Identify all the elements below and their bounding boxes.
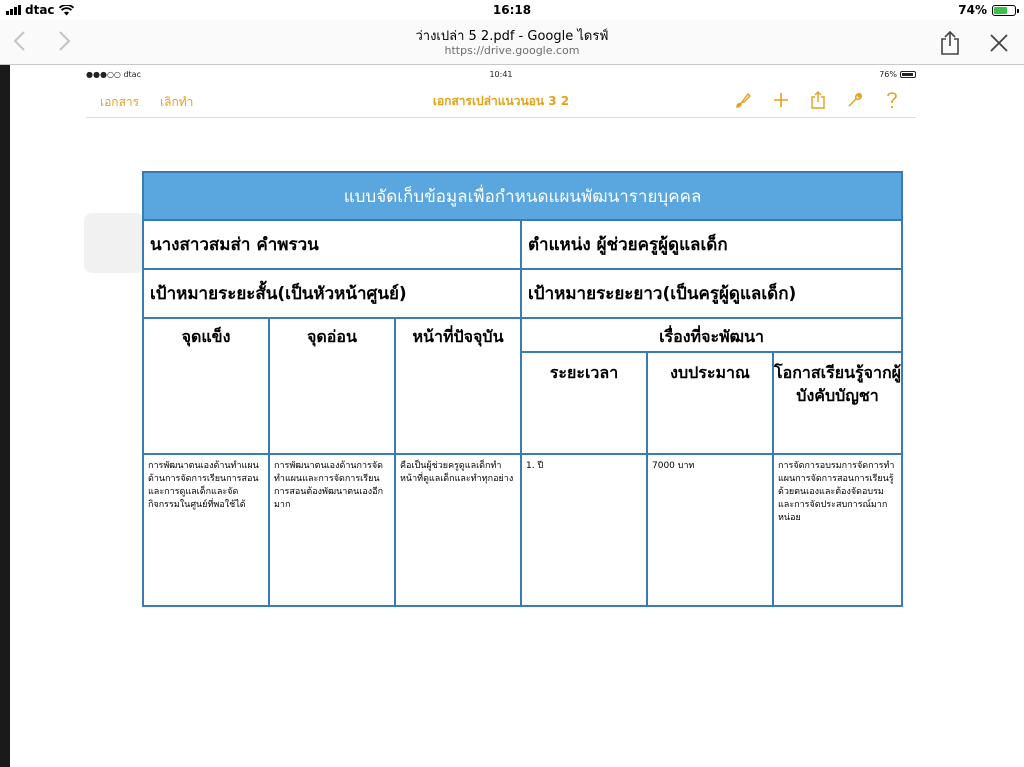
share-icon[interactable] <box>938 30 962 56</box>
table-row <box>143 454 902 606</box>
undo-link: เลิกทำ <box>160 95 194 109</box>
form-title: แบบจัดเก็บข้อมูลเพื่อกำหนดแผนพัฒนารายบุคคล <box>143 172 902 220</box>
left-edge-strip <box>0 65 10 767</box>
embedded-clock: 10:41 <box>489 70 513 79</box>
learning-header: โอกาสเรียนรู้จากผู้บังคับบัญชา <box>773 352 902 454</box>
paintbrush-icon <box>734 90 754 110</box>
embedded-toolbar <box>86 85 916 118</box>
current-duty-header: หน้าที่ปัจจุบัน <box>395 318 521 454</box>
budget-header: งบประมาณ <box>647 352 773 454</box>
embedded-status-bar <box>86 68 916 84</box>
clock: 16:18 <box>492 3 532 17</box>
share-icon <box>808 90 828 110</box>
close-icon[interactable] <box>988 32 1010 54</box>
battery-percent: 74% <box>958 3 987 17</box>
employee-name: นางสาวสมส่า คำพรวน <box>143 220 521 269</box>
status-right <box>958 3 1016 17</box>
embedded-battery-icon <box>900 71 916 78</box>
embedded-carrier: ●●●○○ dtac <box>86 70 141 79</box>
duration-cell: 1. ปี <box>521 454 647 606</box>
weaknesses-cell: การพัฒนาตนเองด้านการจัดทำแผนและการจัดการเรียนการสอนต้องพัฒนาตนเองอีกมาก <box>269 454 395 606</box>
device-status-bar <box>0 0 1024 20</box>
carrier-label: dtac <box>25 3 55 17</box>
embedded-battery-percent: 76% <box>879 70 897 79</box>
plus-icon <box>771 90 791 110</box>
duration-header: ระยะเวลา <box>521 352 647 454</box>
pdf-page[interactable] <box>10 65 1024 767</box>
learning-cell: การจัดการอบรมการจัดการทำแผนการจัดการสอนการเรียนรู้ด้วยตนเองและต้องจัดอบรมและการจัดประสบการณ์มากหน่อย <box>773 454 902 606</box>
page-title: ว่างเปล่า 5 2.pdf - Google ไดรฟ์ <box>415 29 609 44</box>
toolbar-icons <box>734 90 902 110</box>
gray-overlay-patch <box>84 213 144 273</box>
help-icon <box>882 90 902 110</box>
long-term-goal: เป้าหมายระยะยาว(เป็นครูผู้ดูแลเด็ก) <box>521 269 902 318</box>
weaknesses-header: จุดอ่อน <box>269 318 395 454</box>
strengths-cell: การพัฒนาตนเองด้านทำแผนด้านการจัดการเรียนการสอนและการดูแลเด็กและจัดกิจกรรมในศูนย์ที่พอใช้ได้ <box>143 454 269 606</box>
current-duty-cell: คือเป็นผู้ช่วยครูดูแลเด็กทำหน้าที่ดูแลเด็กและทำทุกอย่าง <box>395 454 521 606</box>
embedded-battery <box>879 70 916 79</box>
document-title: เอกสารเปล่าแนวนอน 3 2 <box>432 94 570 108</box>
budget-cell: 7000 บาท <box>647 454 773 606</box>
development-plan-form <box>142 171 903 607</box>
employee-position: ตำแหน่ง ผู้ช่วยครูผู้ดูแลเด็ก <box>521 220 902 269</box>
battery-icon <box>992 5 1016 16</box>
documents-link: เอกสาร <box>100 95 140 109</box>
wrench-icon <box>845 90 865 110</box>
page-url[interactable]: https://drive.google.com <box>444 44 580 57</box>
browser-nav-bar <box>0 20 1024 65</box>
short-term-goal: เป้าหมายระยะสั้น(เป็นหัวหน้าศูนย์) <box>143 269 521 318</box>
development-header: เรื่องที่จะพัฒนา <box>521 318 902 352</box>
strengths-header: จุดแข็ง <box>143 318 269 454</box>
